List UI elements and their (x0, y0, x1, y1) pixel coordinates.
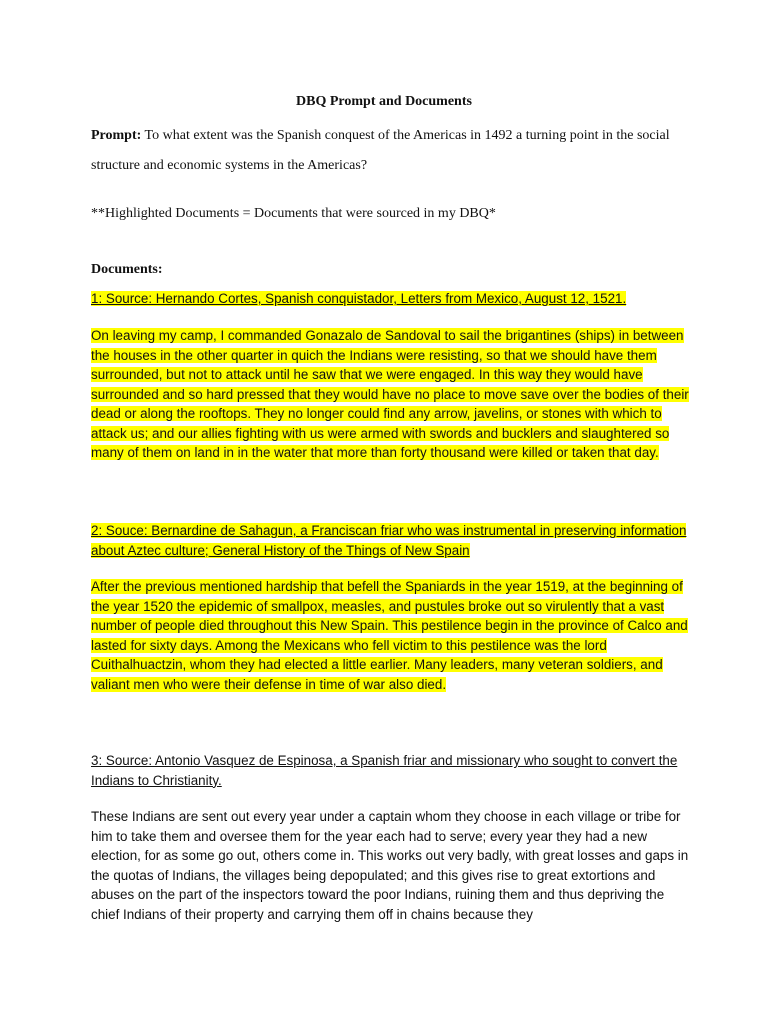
doc3-body (91, 807, 691, 924)
prompt-paragraph (91, 121, 691, 181)
document-title: DBQ Prompt and Documents (296, 94, 472, 109)
doc2-source (91, 521, 691, 560)
doc2-body-text: After the previous mentioned hardship that befell the Spaniards in the year 1519, at the beginning of the year 1520 the epidemic of smallpox, measles, and pustules broke out so virulently that a vast number of people died throughout this New Spain. This pestilence begin in the province of Calco and lasted for sixty days. Among the Mexicans who fell victim to this pestilence was the lord Cuithalhuactzin, whom they had elected a little earlier. Many leaders, many veteran soldiers, and valiant men who were their defense in time of war also died. (91, 579, 688, 692)
doc2-source-text: 2: Souce: Bernardine de Sahagun, a Franciscan friar who was instrumental in preserving information about Aztec culture; General History of the Things of New Spain (91, 523, 687, 558)
highlight-note: **Highlighted Documents = Documents that were sourced in my DBQ* (91, 206, 496, 221)
doc3-source (91, 751, 691, 790)
documents-heading: Documents: (91, 262, 163, 277)
doc1-source-text: 1: Source: Hernando Cortes, Spanish conquistador, Letters from Mexico, August 12, 1521. (91, 291, 627, 306)
prompt-label: Prompt: (91, 128, 142, 143)
doc2-body (91, 577, 691, 694)
doc1-source (91, 289, 691, 309)
prompt-text: To what extent was the Spanish conquest of the Americas in 1492 a turning point in the social structure and economic systems in the Americas? (91, 128, 670, 173)
doc1-body (91, 326, 691, 463)
doc3-source-text: 3: Source: Antonio Vasquez de Espinosa, a Spanish friar and missionary who sought to convert the Indians to Christianity. (91, 753, 678, 788)
doc3-body-text: These Indians are sent out every year under a captain whom they choose in each village or tribe for him to take them and oversee them for the year each had to serve; every year they had a new election, for as some go out, others come in. This works out very badly, with great losses and gaps in the quotas of Indians, the villages being depopulated; and this gives rise to great extortions and abuses on the part of the inspectors toward the poor Indians, ruining them and thus depriving the chief Indians of their property and carrying them off in chains because they (91, 809, 689, 922)
doc1-body-text: On leaving my camp, I commanded Gonazalo de Sandoval to sail the brigantines (ships) in between the houses in the other quarter in quich the Indians were resisting, so that we should have them surrounded, but not to attack until he saw that we were engaged. In this way they would have surrounded and so hard pressed that they would have no place to move save over the bodies of their dead or along the rooftops. They no longer could find any arrow, javelins, or stones with which to attack us; and our allies fighting with us were armed with swords and bucklers and slaughtered so many of them on land in in the water that more than forty thousand were killed or taken that day. (91, 328, 689, 460)
